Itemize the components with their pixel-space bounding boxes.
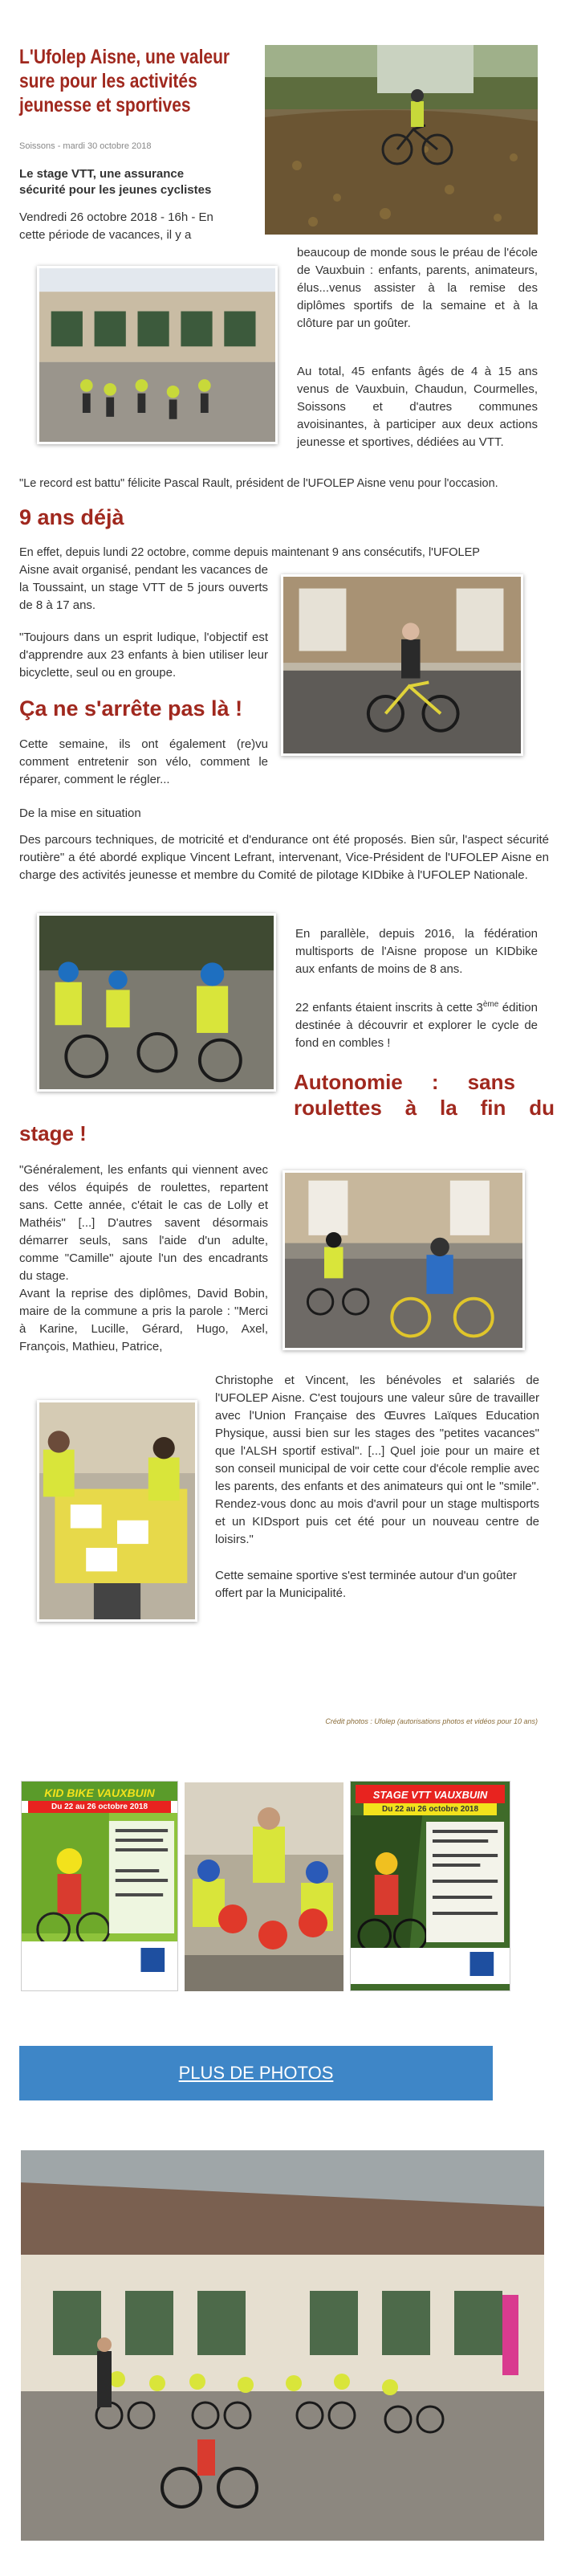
- heading-ca-ne-sarrete-pas: Ça ne s'arrête pas là !: [19, 696, 243, 721]
- photo-instructor-bike: [281, 574, 523, 756]
- poster-stage-vtt: [350, 1781, 510, 1991]
- p1-line-1: Vendredi 26 octobre 2018 - 16h - En: [19, 210, 213, 224]
- photo-schoolyard-group: [37, 266, 278, 444]
- poster-stage-vtt-date: Du 22 au 26 octobre 2018: [364, 1803, 497, 1815]
- photo-kids-helmets: [37, 913, 276, 1092]
- poster-kid-bike-title: KID BIKE VAUXBUIN: [22, 1782, 177, 1801]
- paragraph-11-cont: Christophe et Vincent, les bénévoles et salariés de l'UFOLEP Aisne. C'est toujours une valeur sûre de travailler avec l'Union Française des Œuvres Laïques Education Physique, aussi bien sur les stages des "petites vacances" que l'ALSH sportif estival". [...] Quel joie pour un maire et son conseil municipal de voir cette cour d'école remplie avec les parents, des enfants et des animateurs qui ont le "smile". Rendez-vous donc au mois d'avril pour un stage multisports et un KIDsport puis cet été pour un nouveau centre de loisirs.": [215, 1374, 539, 1546]
- poster-stage-vtt-title: STAGE VTT VAUXBUIN: [356, 1785, 505, 1803]
- paragraph-5: Cette semaine, ils ont également (re)vu comment entretenir son vélo, comment le réparer, comment le régler...: [19, 737, 268, 786]
- photo-credit: Crédit photos : Ufolep (autorisations photos et vidéos pour 10 ans): [325, 1717, 538, 1725]
- paragraph-9: [295, 996, 538, 1052]
- article-title: [19, 45, 275, 117]
- heading-9-ans: 9 ans déjà: [19, 505, 124, 529]
- paragraph-8: En parallèle, depuis 2016, la fédération multisports de l'Aisne propose un KIDbike aux enfants de moins de 8 ans.: [295, 927, 538, 976]
- heading-autonomie-line-3: stage !: [19, 1121, 87, 1145]
- paragraph-6: De la mise en situation: [19, 806, 141, 820]
- dateline: Soissons - mardi 30 octobre 2018: [19, 141, 152, 151]
- poster-kid-bike-date: Du 22 au 26 octobre 2018: [28, 1801, 171, 1813]
- title-line-1: L'Ufolep Aisne, une valeur: [19, 46, 230, 68]
- paragraph-7: Des parcours techniques, de motricité et d'endurance ont été proposés. Bien sûr, l'aspect sécurité routière" a été abordé explique Vincent Lefrant, intervenant, Vice-Président de l'UFOLEP Aisne en charge des activités jeunesse et membre du Comité de pilotage KIDbike à l'UFOLEP Nationale.: [19, 833, 549, 882]
- p9-part-b: édition destinée à découvrir et explorer le cycle de fond en combles !: [295, 1001, 538, 1050]
- paragraph-2: Au total, 45 enfants âgés de 4 à 15 ans venus de Vauxbuin, Chaudun, Courmelles, Soissons et d'autres communes avoisinantes, à participer aux deux actions jeunesse et sportives, dédiées au VTT.: [297, 365, 538, 449]
- title-line-2: sure pour les activités: [19, 70, 197, 92]
- paragraph-12: Cette semaine sportive s'est terminée autour d'un goûter offert par la Municipalité.: [215, 1569, 517, 1600]
- photo-kids-on-bikes: [282, 1170, 525, 1350]
- paragraph-4: "Toujours dans un esprit ludique, l'objectif est d'apprendre aux 23 enfants à bien utiliser leur bicyclette, seul ou en groupe.: [19, 631, 268, 680]
- p9-part-a: 22 enfants étaient inscrits à cette 3: [295, 1001, 483, 1014]
- heading-autonomie: [19, 1069, 555, 1146]
- p9-superscript: ème: [482, 1000, 499, 1009]
- quote-record: "Le record est battu" félicite Pascal Rault, président de l'UFOLEP Aisne venu pour l'occasion.: [19, 477, 498, 490]
- paragraph-11: Avant la reprise des diplômes, David Bobin, maire de la commune a pris la parole : "Merci à Karine, Lucille, Gérard, Hugo, Axel, François, Mathieu, Patrice,: [19, 1287, 268, 1353]
- photo-cyclist-leaves: [265, 45, 538, 235]
- paragraph-1-cont: beaucoup de monde sous le préau de l'école de Vauxbuin : enfants, parents, animateurs, élus...venus assister à la remise des diplômes sportifs de la semaine et à la clôture par un goûter.: [297, 246, 538, 330]
- photo-group-schoolyard-large: [21, 2150, 544, 2541]
- photo-diploma-ceremony: [185, 1782, 343, 1991]
- paragraph-1-start: [19, 209, 247, 244]
- paragraph-10: "Généralement, les enfants qui viennent avec des vélos équipés de roulettes, repartent sans. Cette année, c'était le cas de Lolly et Mathéis" [...] D'autres savent désormais démarrer seuls, sans l'aide d'un adulte, comme "Camille" ajoute l'un des encadrants du stage.: [19, 1163, 268, 1283]
- title-line-3: jeunesse et sportives: [19, 94, 191, 116]
- lead-line-1: Le stage VTT, une assurance: [19, 167, 185, 181]
- paragraph-3: Aisne avait organisé, pendant les vacances de la Toussaint, un stage VTT de 5 jours ouverts de 8 à 17 ans.: [19, 563, 268, 612]
- paragraph-3-line-1: En effet, depuis lundi 22 octobre, comme depuis maintenant 9 ans consécutifs, l'UFOLEP: [19, 546, 480, 559]
- lead: [19, 166, 260, 198]
- poster-kid-bike: [21, 1781, 178, 1991]
- lead-line-2: sécurité pour les jeunes cyclistes: [19, 183, 212, 197]
- heading-autonomie-line-2: roulettes à la fin du: [294, 1096, 555, 1120]
- photo-kids-table: [37, 1400, 197, 1622]
- p1-line-2: cette période de vacances, il y a: [19, 228, 192, 242]
- heading-autonomie-line-1: Autonomie : sans: [294, 1070, 515, 1094]
- more-photos-button[interactable]: PLUS DE PHOTOS: [19, 2046, 493, 2100]
